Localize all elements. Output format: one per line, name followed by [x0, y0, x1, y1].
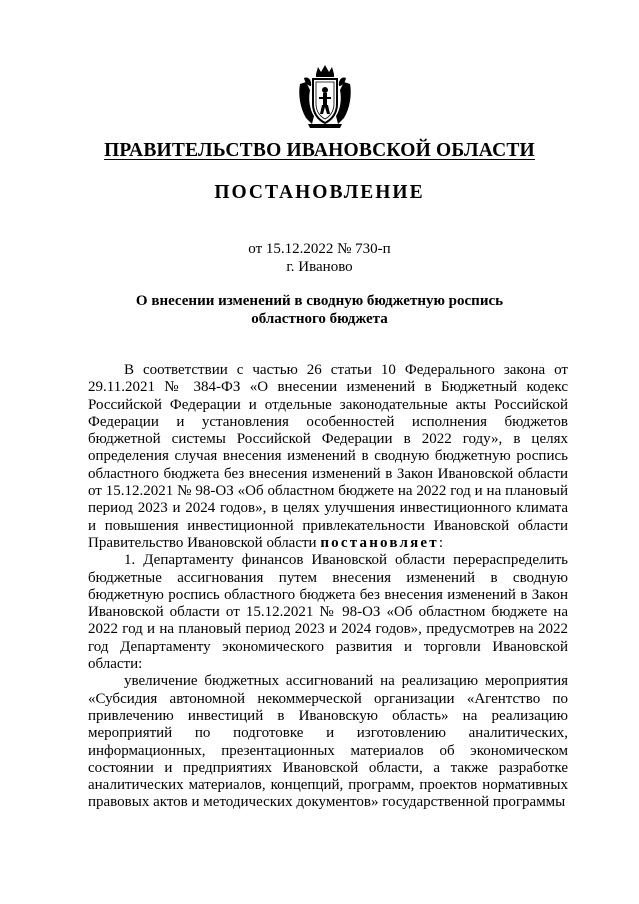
subject-line-1: О внесении изменений в сводную бюджетную роспись [135, 293, 504, 309]
document-type: ПОСТАНОВЛЕНИЕ [214, 182, 425, 203]
subject-line-2: областного бюджета [251, 311, 388, 327]
document-date-number: от 15.12.2022 № 730-п [248, 241, 391, 257]
coat-of-arms-icon [296, 64, 354, 130]
paragraph-preamble [88, 362, 568, 552]
document-body [88, 362, 568, 812]
preamble-text: В соответствии с частью 26 статьи 10 Федерального закона от 29.11.2021 № 384-ФЗ «О внесении изменений в Бюджетный кодекс Российской Федерации и отдельные законодательные акты Российской Федерации и установления особенностей исполнения бюджетов бюджетной системы Российской Федерации в 2022 году», в целях определения случая внесения изменений в сводную бюджетную роспись областного бюджета без внесения изменений в Закон Ивановской области от 15.12.2021 № 98-ОЗ «Об областном бюджете на 2022 год и на плановый период 2023 и 2024 годов», в целях улучшения инвестиционного климата и повышения инвестиционной привлекательности Ивановской области Правительство Ивановской области [88, 362, 568, 551]
document-city: г. Иваново [286, 259, 353, 275]
paragraph-item-1: 1. Департаменту финансов Ивановской области перераспределить бюджетные ассигнования путем внесения изменений в сводную бюджетную роспись областного бюджета без внесения изменений в Закон Ивановской области от 15.12.2021 № 98-ОЗ «Об областном бюджете на 2022 год и на плановый период 2023 и 2024 годов», предусмотрев на 2022 год Департаменту экономического развития и торговли Ивановской области: [88, 552, 568, 673]
preamble-colon: : [438, 534, 443, 551]
government-title: ПРАВИТЕЛЬСТВО ИВАНОВСКОЙ ОБЛАСТИ [104, 140, 535, 161]
paragraph-allocation: увеличение бюджетных ассигнований на реализацию мероприятия «Субсидия автономной некоммерческой организации «Агентство по привлечению инвестиций в Ивановскую область» на реализацию мероприятий по подготовке и изготовлению аналитических, информационных, презентационных материалов об экономическом состоянии и предприятиях Ивановской области, а также разработке аналитических материалов, концепций, программ, проектов нормативных правовых актов и методических документов» государственной программы [88, 673, 568, 811]
resolves-word: постановляет [320, 534, 439, 551]
document-subject [0, 292, 639, 328]
